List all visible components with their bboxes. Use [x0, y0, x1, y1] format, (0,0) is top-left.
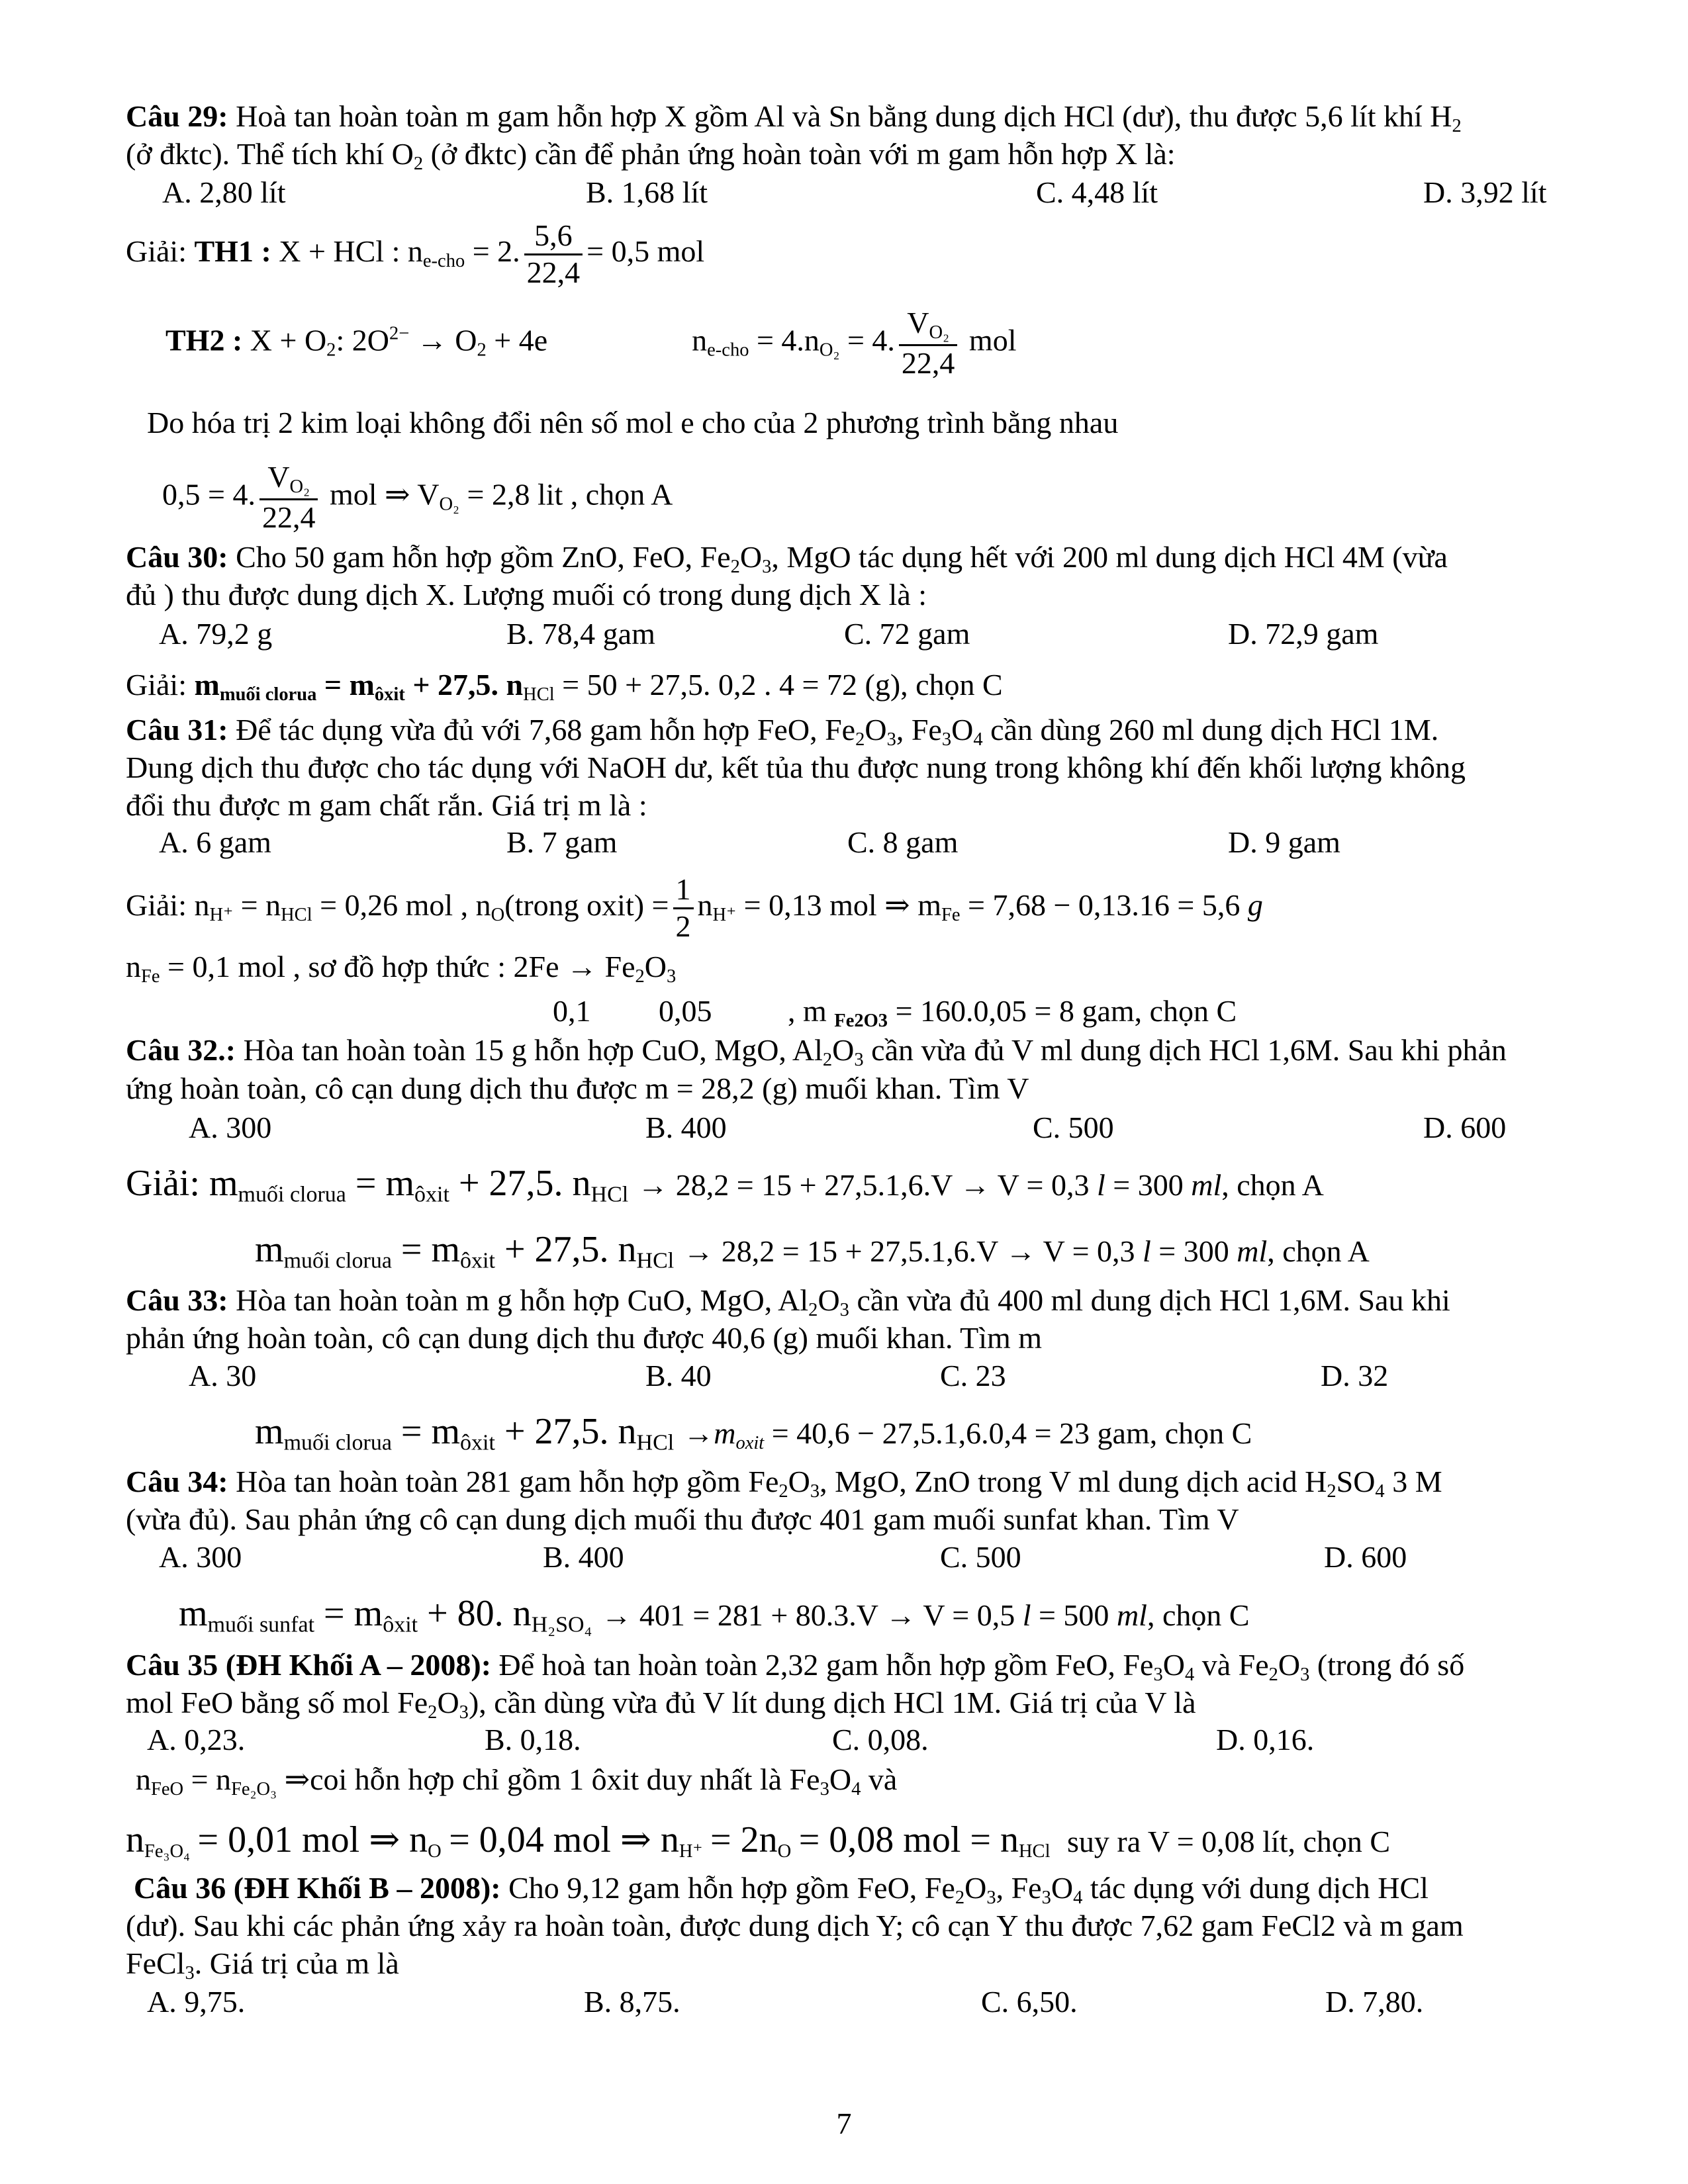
question-label: Câu 36 (ĐH Khối B – 2008): [134, 1871, 501, 1905]
th1-text: X + HCl : n [279, 234, 423, 268]
q35-text-b: và Fe [1194, 1648, 1269, 1682]
q35-solution-line2 [126, 1821, 1390, 1862]
q34-stem-line1: Câu 34: Hòa tan hoàn toàn 281 gam hỗn hợp gồm $Fe_2O_3$, MgO, ZnO trong V ml dung dịch acid $H_2SO_4$ 3 M [126, 1465, 1442, 1502]
option-d: D. 600 [1423, 1111, 1507, 1144]
sub: 3 [820, 1778, 829, 1799]
q29-reason: Do hóa trị 2 kim loại không đổi nên số mol e cho của 2 phương trình bằng nhau [147, 406, 1119, 439]
sub: muối sunfat [207, 1612, 315, 1637]
eq: = m [324, 668, 375, 702]
q34-text: Hòa tan hoàn toàn 281 gam hỗn hợp gồm Fe [236, 1465, 779, 1498]
option-c: C. 72 gam [844, 617, 970, 651]
sub: 2 [1452, 115, 1462, 136]
sub: 2 [1268, 1664, 1278, 1685]
val-1: 0,1 [553, 994, 591, 1028]
sub: muối clorua [238, 1182, 346, 1207]
num-v: V [907, 306, 929, 340]
option-d: D. 3,92 lít [1423, 175, 1547, 209]
eq-b: = 300 [1113, 1168, 1184, 1202]
q36-stem-line1: Câu 36 (ĐH Khối B – 2008): Cho 9,12 gam hỗn hợp gồm FeO, $Fe_2O_3$, $Fe_3O_4$ tác dụng với dung dịch HCl [134, 1871, 1429, 1908]
eq: → 401 = 281 + 80.3.V → V = 0,5 [601, 1598, 1015, 1632]
arrow: → [683, 1416, 714, 1450]
option-b: B. 1,68 lít [586, 175, 708, 209]
unit-ml: ml [1116, 1598, 1147, 1632]
sub: muối clorua [283, 1248, 392, 1273]
option-a: A. 2,80 lít [162, 175, 286, 209]
eq: = m [355, 1163, 415, 1204]
sub: Fe [941, 904, 961, 925]
option-b: B. 78,4 gam [506, 617, 655, 651]
q36-text-c: tác dụng với dung dịch HCl [1082, 1871, 1429, 1905]
q35-text: Để hoà tan hoàn toàn 2,32 gam hỗn hợp gồm FeO, Fe [498, 1648, 1154, 1682]
eq: = m [400, 1229, 461, 1270]
sub: 2 [730, 556, 740, 577]
eq2: = 4. [847, 323, 895, 357]
line2: = 0,1 mol , sơ đồ hợp thức : 2Fe → Fe [167, 950, 635, 983]
eq-rest [683, 1234, 1370, 1268]
q32-stem-line2: ứng hoàn toàn, cô cạn dung dịch thu được m = 28,2 (g) muối khan. Tìm V [126, 1071, 1029, 1105]
unit-l: l [1022, 1598, 1031, 1632]
unit-l: l [1097, 1168, 1105, 1202]
question-label: Câu 33: [126, 1283, 228, 1317]
question-label: Câu 35 (ĐH Khối A – 2008): [126, 1648, 492, 1682]
sub: Fe₂O₃ [231, 1778, 277, 1799]
q34-stem-line2: (vừa đủ). Sau phản ứng cô cạn dung dịch muối thu được 401 gam muối sunfat khan. Tìm V [126, 1502, 1239, 1536]
eq-rest [637, 1168, 1324, 1202]
sub: e-cho [422, 250, 465, 271]
th2-text2: : 2O [336, 323, 389, 357]
plus: + 27,5. n [412, 668, 524, 702]
q35-text2-b: ), cần dùng vừa đủ V lít dung dịch HCl 1M. Giá trị của V là [468, 1686, 1196, 1719]
eq: → 28,2 = 15 + 27,5.1,6.V → V = 0,3 [637, 1168, 1090, 1202]
e: suy ra V = 0,08 lít, chọn C [1067, 1825, 1391, 1858]
num-v: V [267, 460, 290, 494]
option-a: A. 300 [189, 1111, 272, 1144]
th2-text: X + O [250, 323, 327, 357]
eq-c: , chọn C [1149, 1416, 1252, 1450]
q30-text: Cho 50 gam hỗn hợp gồm ZnO, FeO, Fe [236, 540, 731, 574]
eq-rest [683, 1416, 1252, 1453]
d: = 0,08 mol = n [798, 1819, 1019, 1860]
e: = 7,68 − 0,13.16 = 5,6 [968, 887, 1241, 922]
sub: ôxit [374, 684, 405, 705]
eq-b: = 500 [1038, 1598, 1109, 1632]
sub: ôxit [414, 1182, 449, 1207]
th1-result: = 0,5 mol [586, 234, 705, 268]
q30-stem-line1: Câu 30: Cho 50 gam hỗn hợp gồm ZnO, FeO, $Fe_2O_3$, MgO tác dụng hết với 200 ml dung dịch HCl 4M (vừa [126, 540, 1448, 577]
th1-eq: = 2. [472, 234, 520, 268]
sub: 2 [428, 1702, 438, 1723]
eq-c: , chọn A [1221, 1168, 1324, 1202]
sub: HCl [590, 1182, 629, 1207]
q31-text-c: cần dùng 260 ml dung dịch HCl 1M. [982, 713, 1439, 747]
sub: 3 [854, 1049, 864, 1070]
q36-text-b: , Fe [996, 1871, 1042, 1905]
d: = 160.0,05 = 8 gam, chọn C [895, 994, 1237, 1028]
th2-label: TH2 : [165, 323, 243, 357]
q35-solution-line1: $n_{FeO} = n_{Fe_2O_3}$ ⇒coi hỗn hợp chỉ gồm 1 ôxit duy nhất là $Fe_3O_4$ và [136, 1762, 898, 1799]
numerator: 1 [673, 872, 694, 909]
sub: 3 [459, 1702, 469, 1723]
q34-text-b: , MgO, ZnO trong V ml dung dịch acid H [820, 1465, 1327, 1498]
c: ⇒coi hỗn hợp chỉ gồm 1 ôxit duy nhất là Fe [284, 1762, 820, 1796]
denominator: 22,4 [526, 255, 581, 289]
question-label: Câu 31: [126, 713, 228, 747]
question-label: Câu 30: [126, 540, 228, 574]
m: m [209, 1163, 238, 1204]
c: , m [788, 994, 827, 1028]
option-c: C. 23 [940, 1359, 1006, 1392]
val-2: 0,05 [659, 994, 712, 1028]
sub: ôxit [460, 1248, 495, 1273]
option-d: D. 0,16. [1216, 1723, 1315, 1756]
sub: O [428, 1841, 442, 1862]
option-b: B. 400 [645, 1111, 727, 1144]
q31-stem-line2: Dung dịch thu được cho tác dụng với NaOH dư, kết tủa thu được nung trong không khí đến khối lượng không [126, 751, 1466, 784]
q32-solution-line2 [255, 1231, 1370, 1273]
eq-b: = 40,6 − 27,5.1,6.0,4 = 23 gam [771, 1416, 1150, 1450]
sub [735, 1433, 764, 1453]
c: (trong oxit) = [504, 887, 669, 922]
sub: 3 [810, 1480, 820, 1502]
sub: Fe₃O₄ [144, 1841, 190, 1862]
q29-text: Hoà tan hoàn toàn m gam hỗn hợp X gồm Al và Sn bằng dung dịch HCl (dư), thu được 5,6 lít khí H [236, 99, 1452, 133]
sub: 3 [986, 1887, 996, 1908]
sub: 3 [185, 1962, 195, 1983]
eq: → 28,2 = 15 + 27,5.1,6.V → V = 0,3 [683, 1234, 1135, 1268]
sub: 4 [1073, 1887, 1083, 1908]
sub: 3 [667, 966, 677, 987]
q32-text-b: cần vừa đủ V ml dung dịch HCl 1,6M. Sau khi phản [863, 1033, 1507, 1067]
option-a: A. 0,23. [147, 1723, 246, 1756]
b: = 0,04 mol ⇒ n [449, 1819, 679, 1860]
q35-stem-line2: mol FeO bằng số mol $Fe_2O_3$), cần dùng vừa đủ V lít dung dịch HCl 1M. Giá trị của V là [126, 1686, 1196, 1723]
sub: HCl [636, 1248, 675, 1273]
q31-text: Để tác dụng vừa đủ với 7,68 gam hỗn hợp FeO, Fe [236, 713, 856, 747]
q30-text-b: , MgO tác dụng hết với 200 ml dung dịch HCl 4M (vừa [771, 540, 1448, 574]
sub: 3 [762, 556, 772, 577]
numerator [259, 460, 318, 500]
q29-solution-th1 [126, 218, 704, 291]
final-b: mol ⇒ V [329, 477, 440, 512]
q29-stem-line1 [126, 101, 1462, 136]
q30-solution [126, 670, 1003, 705]
sub: O [491, 904, 505, 925]
numerator [899, 306, 958, 346]
q36-stem-line3 [126, 1948, 399, 1983]
q33-text-b: cần vừa đủ 400 ml dung dịch HCl 1,6M. Sau khi [849, 1283, 1450, 1317]
option-a: A. 300 [159, 1540, 242, 1574]
option-a: A. 30 [189, 1359, 257, 1392]
c: = 2n [710, 1819, 778, 1860]
denominator: 22,4 [901, 345, 955, 380]
m-italic: m [714, 1416, 736, 1450]
q29-text2: (ở đktc). Thể tích khí O [126, 137, 414, 171]
q30-stem-line2: đủ ) thu được dung dịch X. Lượng muối có trong dung dịch X là : [126, 578, 927, 612]
sol-prefix: Giải: [126, 887, 187, 922]
sub: e-cho [707, 340, 749, 361]
b: = 0,26 mol , n [320, 887, 491, 922]
q31-solution-line2: $n_{Fe} = 0,1$ mol , sơ đồ hợp thức : $2Fe \to Fe_2O_3$ [126, 950, 677, 987]
q36-stem-line2: (dư). Sau khi các phản ứng xảy ra hoàn toàn, được dung dịch Y; cô cạn Y thu được 7,62 gam FeCl2 và m gam [126, 1909, 1464, 1942]
q32-text: Hòa tan hoàn toàn 15 g hỗn hợp CuO, MgO, Al [243, 1033, 823, 1067]
unit: g [1247, 887, 1263, 922]
option-b: B. 40 [645, 1359, 712, 1392]
sub: 3 [941, 729, 952, 750]
q31-solution-line1: Giải: $n_{H^+} = n_{HCl} = 0,26$ mol , $n_O(trong$ oxit) = $\frac{1}{2}$ $n_{H^+} = 0,13$ mol ⇒ $m_{Fe} = 7,68 - 0,13.16 = 5,6$ g [126, 872, 1263, 943]
q33-solution [255, 1413, 1252, 1455]
q29-stem-line2 [126, 139, 1176, 174]
q35-text-c: (trong đó số [1309, 1648, 1465, 1682]
th2-rxn2: + 4e [494, 323, 548, 357]
eq: = n [240, 887, 281, 922]
option-c: C. 4,48 lít [1036, 175, 1158, 209]
option-b: B. 400 [543, 1540, 624, 1574]
q33-stem-line1: Câu 33: Hòa tan hoàn toàn m g hỗn hợp CuO, MgO, $Al_2O_3$ cần vừa đủ 400 ml dung dịch HCl 1,6M. Sau khi [126, 1283, 1450, 1320]
q31-text-b: , Fe [896, 713, 942, 747]
sub: H₂SO₄ [531, 1612, 592, 1637]
m: m [179, 1593, 208, 1634]
q36-text: Cho 9,12 gam hỗn hợp gồm FeO, Fe [508, 1871, 955, 1905]
plus: + 27,5. n [504, 1411, 637, 1452]
option-a: A. 79,2 g [159, 617, 273, 651]
eq-c: , chọn C [1147, 1598, 1250, 1632]
sup: 2− [389, 323, 410, 344]
sub: Fe [141, 966, 160, 987]
n: n [692, 323, 708, 357]
sub: O₂ [289, 476, 310, 497]
sub: HCl [1018, 1841, 1051, 1862]
sol-prefix: Giải: [126, 1163, 200, 1204]
fraction [524, 218, 583, 291]
sub: O [777, 1841, 792, 1862]
option-b: B. 7 gam [506, 825, 618, 859]
sub: H⁺ [712, 904, 737, 925]
line3-rest [788, 996, 1237, 1031]
question-label: Câu 29: [126, 99, 228, 133]
q35-stem-line1: Câu 35 (ĐH Khối A – 2008): Để hoà tan hoàn toàn 2,32 gam hỗn hợp gồm FeO, $Fe_3O_4$ và $Fe_2O_3$ (trong đó số [126, 1648, 1465, 1685]
sub: ôxit [460, 1430, 495, 1455]
eq-b: = 300 [1158, 1234, 1229, 1268]
sub: 4 [851, 1778, 861, 1799]
eq-rest [601, 1598, 1249, 1632]
option-b: B. 8,75. [584, 1985, 680, 2019]
fraction [673, 872, 694, 944]
sub: HCl [636, 1430, 675, 1455]
sub: 2 [413, 153, 424, 174]
eq: = m [324, 1593, 383, 1634]
q33-text: Hòa tan hoàn toàn m g hỗn hợp CuO, MgO, Al [236, 1283, 809, 1317]
option-c: C. 0,08. [832, 1723, 929, 1756]
option-c: C. 6,50. [981, 1985, 1078, 2019]
q29-text2b: (ở đktc) cần để phản ứng hoàn toàn với m gam hỗn hợp X là: [423, 137, 1176, 171]
eq: = n [191, 1762, 232, 1796]
option-d: D. 32 [1321, 1359, 1389, 1392]
sub: H⁺ [209, 904, 234, 925]
plus: + 27,5. n [458, 1163, 591, 1204]
option-d: D. 600 [1324, 1540, 1407, 1574]
sub: 2 [855, 729, 865, 750]
sub: 2 [808, 1299, 818, 1320]
sub: O₂ [929, 322, 950, 343]
option-c: C. 500 [1033, 1111, 1114, 1144]
th2-rxn: → O [416, 323, 477, 357]
plus: + 80. n [427, 1593, 532, 1634]
sub: 2 [326, 340, 336, 361]
unit: mol [968, 323, 1017, 357]
fraction [899, 306, 958, 381]
q31-stem-line3: đổi thu được m gam chất rắn. Giá trị m là : [126, 788, 647, 822]
unit-l: l [1143, 1234, 1151, 1268]
sub: HCl [523, 684, 555, 705]
sub: 4 [973, 729, 983, 750]
q34-solution [179, 1595, 1250, 1637]
sub: 2 [822, 1049, 833, 1070]
sol-prefix: Giải: [126, 668, 187, 702]
sol-prefix: Giải: [126, 234, 187, 268]
sub: muối clorua [283, 1430, 392, 1455]
page-number: 7 [836, 2107, 852, 2140]
sub: 3 [886, 729, 896, 750]
option-c: C. 8 gam [847, 825, 959, 859]
option-a: A. 6 gam [159, 825, 271, 859]
q36-text3: FeCl [126, 1946, 185, 1980]
q32-solution-line1 [126, 1165, 1324, 1206]
q31-stem-line1: Câu 31: Để tác dụng vừa đủ với 7,68 gam hỗn hợp FeO, $Fe_2O_3$, $Fe_3O_4$ cần dùng 260 ml dung dịch HCl 1M. [126, 713, 1439, 750]
n: n [136, 1762, 151, 1796]
sub: 2 [778, 1480, 788, 1502]
th1-label: TH1 : [194, 234, 271, 268]
option-d: D. 7,80. [1325, 1985, 1424, 2019]
option-d: D. 9 gam [1228, 825, 1340, 859]
question-label: Câu 34: [126, 1465, 228, 1498]
sub: 2 [1327, 1480, 1336, 1502]
eq-c: , chọn A [1267, 1234, 1370, 1268]
sub: muối clorua [219, 684, 317, 705]
d: = 0,13 mol ⇒ m [743, 887, 941, 922]
final-a: 0,5 = 4. [162, 477, 256, 512]
d: và [861, 1762, 898, 1796]
sub: ôxit [383, 1612, 418, 1637]
result: = 50 + 27,5. 0,2 . 4 = 72 (g), chọn C [562, 668, 1003, 702]
sub: 3 [1300, 1664, 1310, 1685]
sub: FeO [151, 1778, 184, 1799]
option-c: C. 500 [940, 1540, 1021, 1574]
sub: 3 [1153, 1664, 1163, 1685]
denominator: 2 [675, 909, 691, 943]
numerator: 5,6 [524, 218, 583, 255]
q35-text2: mol FeO bằng số mol Fe [126, 1686, 428, 1719]
sub: 3 [839, 1299, 849, 1320]
unit-ml: ml [1237, 1234, 1268, 1268]
sub: 2 [477, 340, 487, 361]
q32-stem-line1: Câu 32.: Hòa tan hoàn toàn 15 g hỗn hợp CuO, MgO, $Al_2O_3$ cần vừa đủ V ml dung dịch HCl 1,6M. Sau khi phản [126, 1033, 1507, 1070]
unit-ml: ml [1191, 1168, 1222, 1202]
q29-solution-th2 [165, 306, 1016, 381]
q34-text-c: 3 M [1384, 1465, 1442, 1498]
fraction [259, 460, 318, 535]
q33-stem-line2: phản ứng hoàn toàn, cô cạn dung dịch thu được 40,6 (g) muối khan. Tìm m [126, 1321, 1043, 1355]
sub: H⁺ [679, 1841, 703, 1862]
sub: HCl [281, 904, 312, 925]
sub: O₂ [819, 340, 840, 361]
n-big: n [126, 1819, 144, 1860]
option-b: B. 0,18. [485, 1723, 581, 1756]
sub: Fe2O3 [834, 1010, 888, 1031]
plus: + 27,5. n [504, 1229, 637, 1270]
sub: 2 [955, 1887, 965, 1908]
final-c: = 2,8 lit , chọn A [467, 477, 673, 512]
option-a: A. 9,75. [147, 1985, 246, 2019]
m: m [194, 668, 220, 702]
question-label: Câu 32.: [126, 1033, 236, 1067]
m: m [255, 1229, 284, 1270]
q36-text3-b: . Giá trị của m là [194, 1946, 399, 1980]
sub: O₂ [439, 494, 459, 515]
eq: = m [400, 1411, 461, 1452]
sub: 4 [1375, 1480, 1385, 1502]
sub: 2 [635, 966, 645, 987]
q29-final [162, 460, 673, 535]
eq: = 4.n [756, 323, 820, 357]
sub: 3 [1041, 1887, 1051, 1908]
sub-text: oxit [735, 1432, 765, 1453]
a: = 0,01 mol ⇒ n [197, 1819, 428, 1860]
m: m [255, 1411, 284, 1452]
sub: 4 [1184, 1664, 1195, 1685]
option-d: D. 72,9 gam [1228, 617, 1379, 651]
denominator: 22,4 [261, 500, 316, 534]
